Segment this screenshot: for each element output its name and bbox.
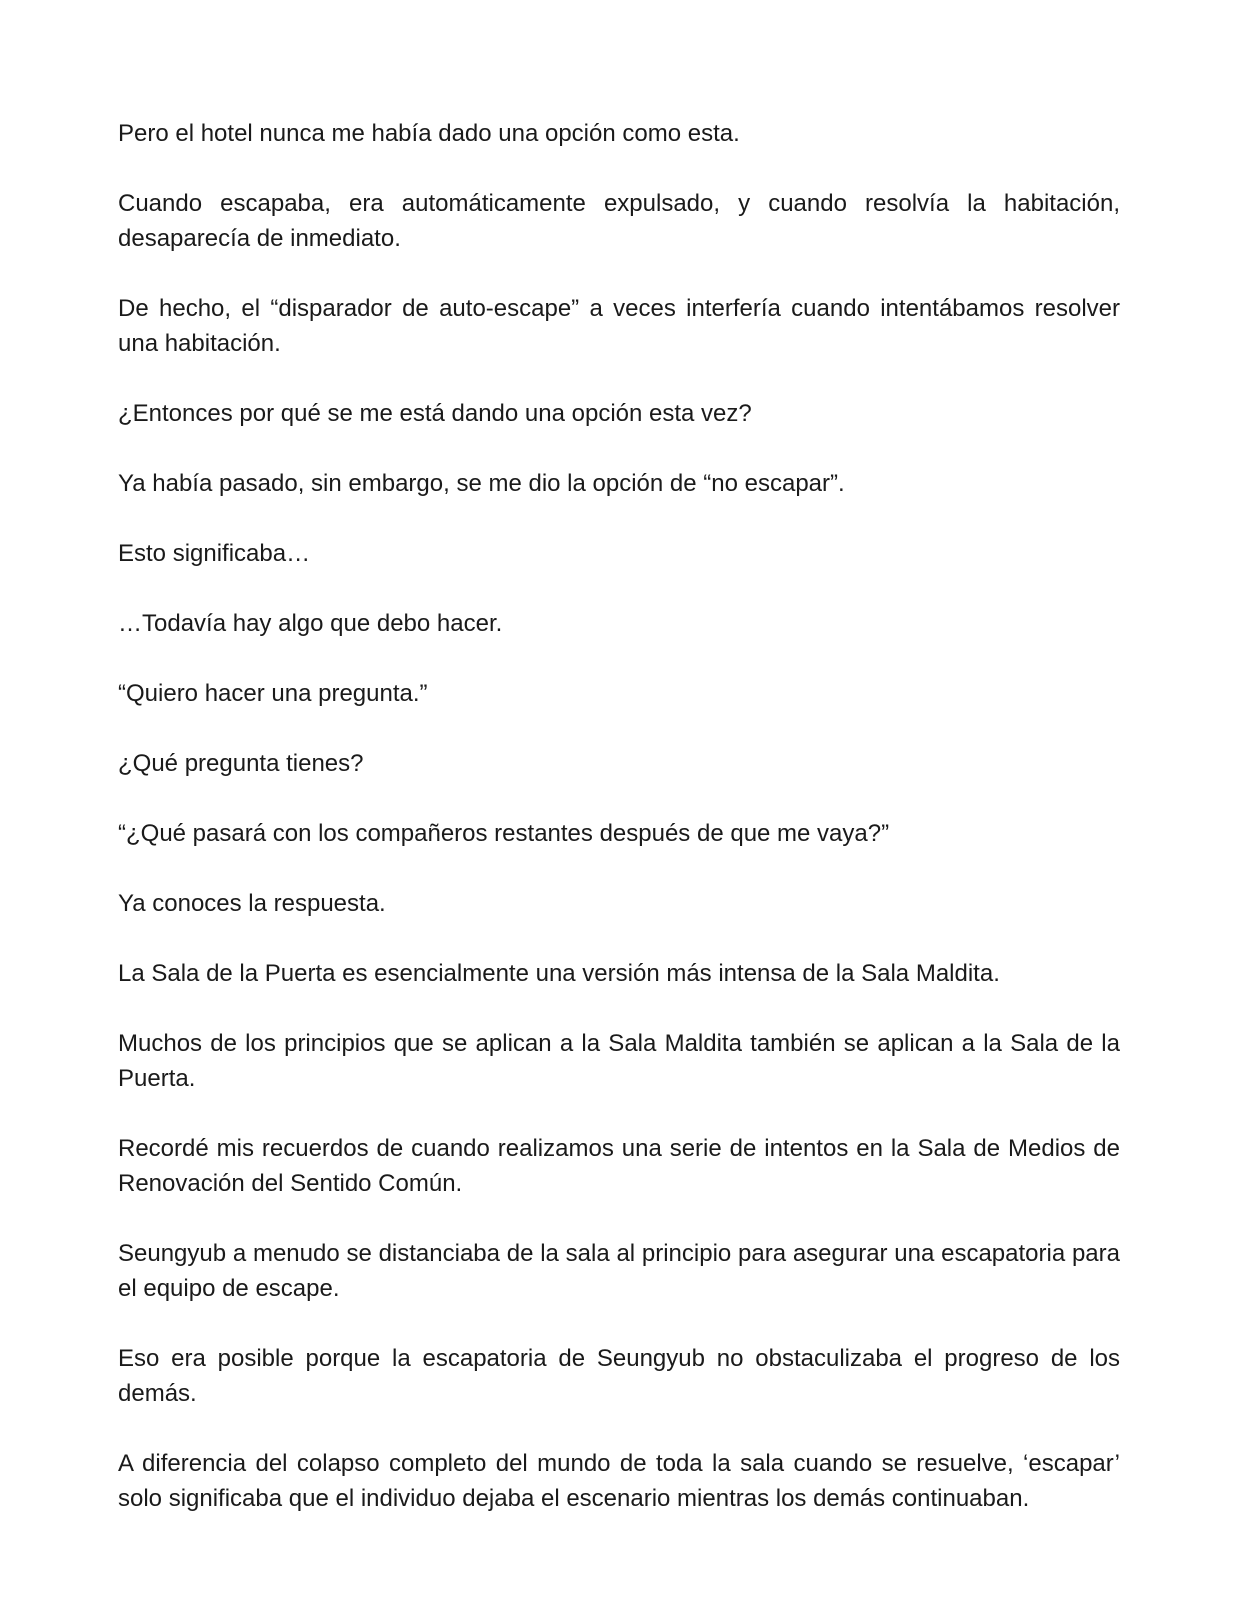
document-body xyxy=(118,116,1120,1516)
paragraph: “Quiero hacer una pregunta.” xyxy=(118,680,428,707)
paragraph: …Todavía hay algo que debo hacer. xyxy=(118,610,503,637)
paragraph: Muchos de los principios que se aplican a la Sala Maldita también se aplican a la Sala de la Puerta. xyxy=(118,1030,1120,1092)
paragraph: Recordé mis recuerdos de cuando realizamos una serie de intentos en la Sala de Medios de Renovación del Sentido Común. xyxy=(118,1135,1120,1197)
paragraph: “¿Qué pasará con los compañeros restantes después de que me vaya?” xyxy=(118,820,890,847)
paragraph: Eso era posible porque la escapatoria de Seungyub no obstaculizaba el progreso de los demás. xyxy=(118,1345,1120,1407)
paragraph: De hecho, el “disparador de auto-escape” a veces interfería cuando intentábamos resolver una habitación. xyxy=(118,295,1120,357)
paragraph: La Sala de la Puerta es esencialmente una versión más intensa de la Sala Maldita. xyxy=(118,960,1000,987)
paragraph: Esto significaba… xyxy=(118,540,311,567)
paragraph: Ya conoces la respuesta. xyxy=(118,890,386,917)
paragraph: Pero el hotel nunca me había dado una opción como esta. xyxy=(118,120,740,147)
paragraph: Seungyub a menudo se distanciaba de la sala al principio para asegurar una escapatoria para el equipo de escape. xyxy=(118,1240,1120,1302)
paragraph: ¿Entonces por qué se me está dando una opción esta vez? xyxy=(118,400,752,427)
paragraph: Cuando escapaba, era automáticamente expulsado, y cuando resolvía la habitación, desaparecía de inmediato. xyxy=(118,190,1120,252)
paragraph: ¿Qué pregunta tienes? xyxy=(118,750,364,777)
paragraph: A diferencia del colapso completo del mundo de toda la sala cuando se resuelve, ‘escapar’ solo significaba que el individuo dejaba el escenario mientras los demás continuaban. xyxy=(118,1450,1120,1512)
paragraph: Ya había pasado, sin embargo, se me dio la opción de “no escapar”. xyxy=(118,470,845,497)
